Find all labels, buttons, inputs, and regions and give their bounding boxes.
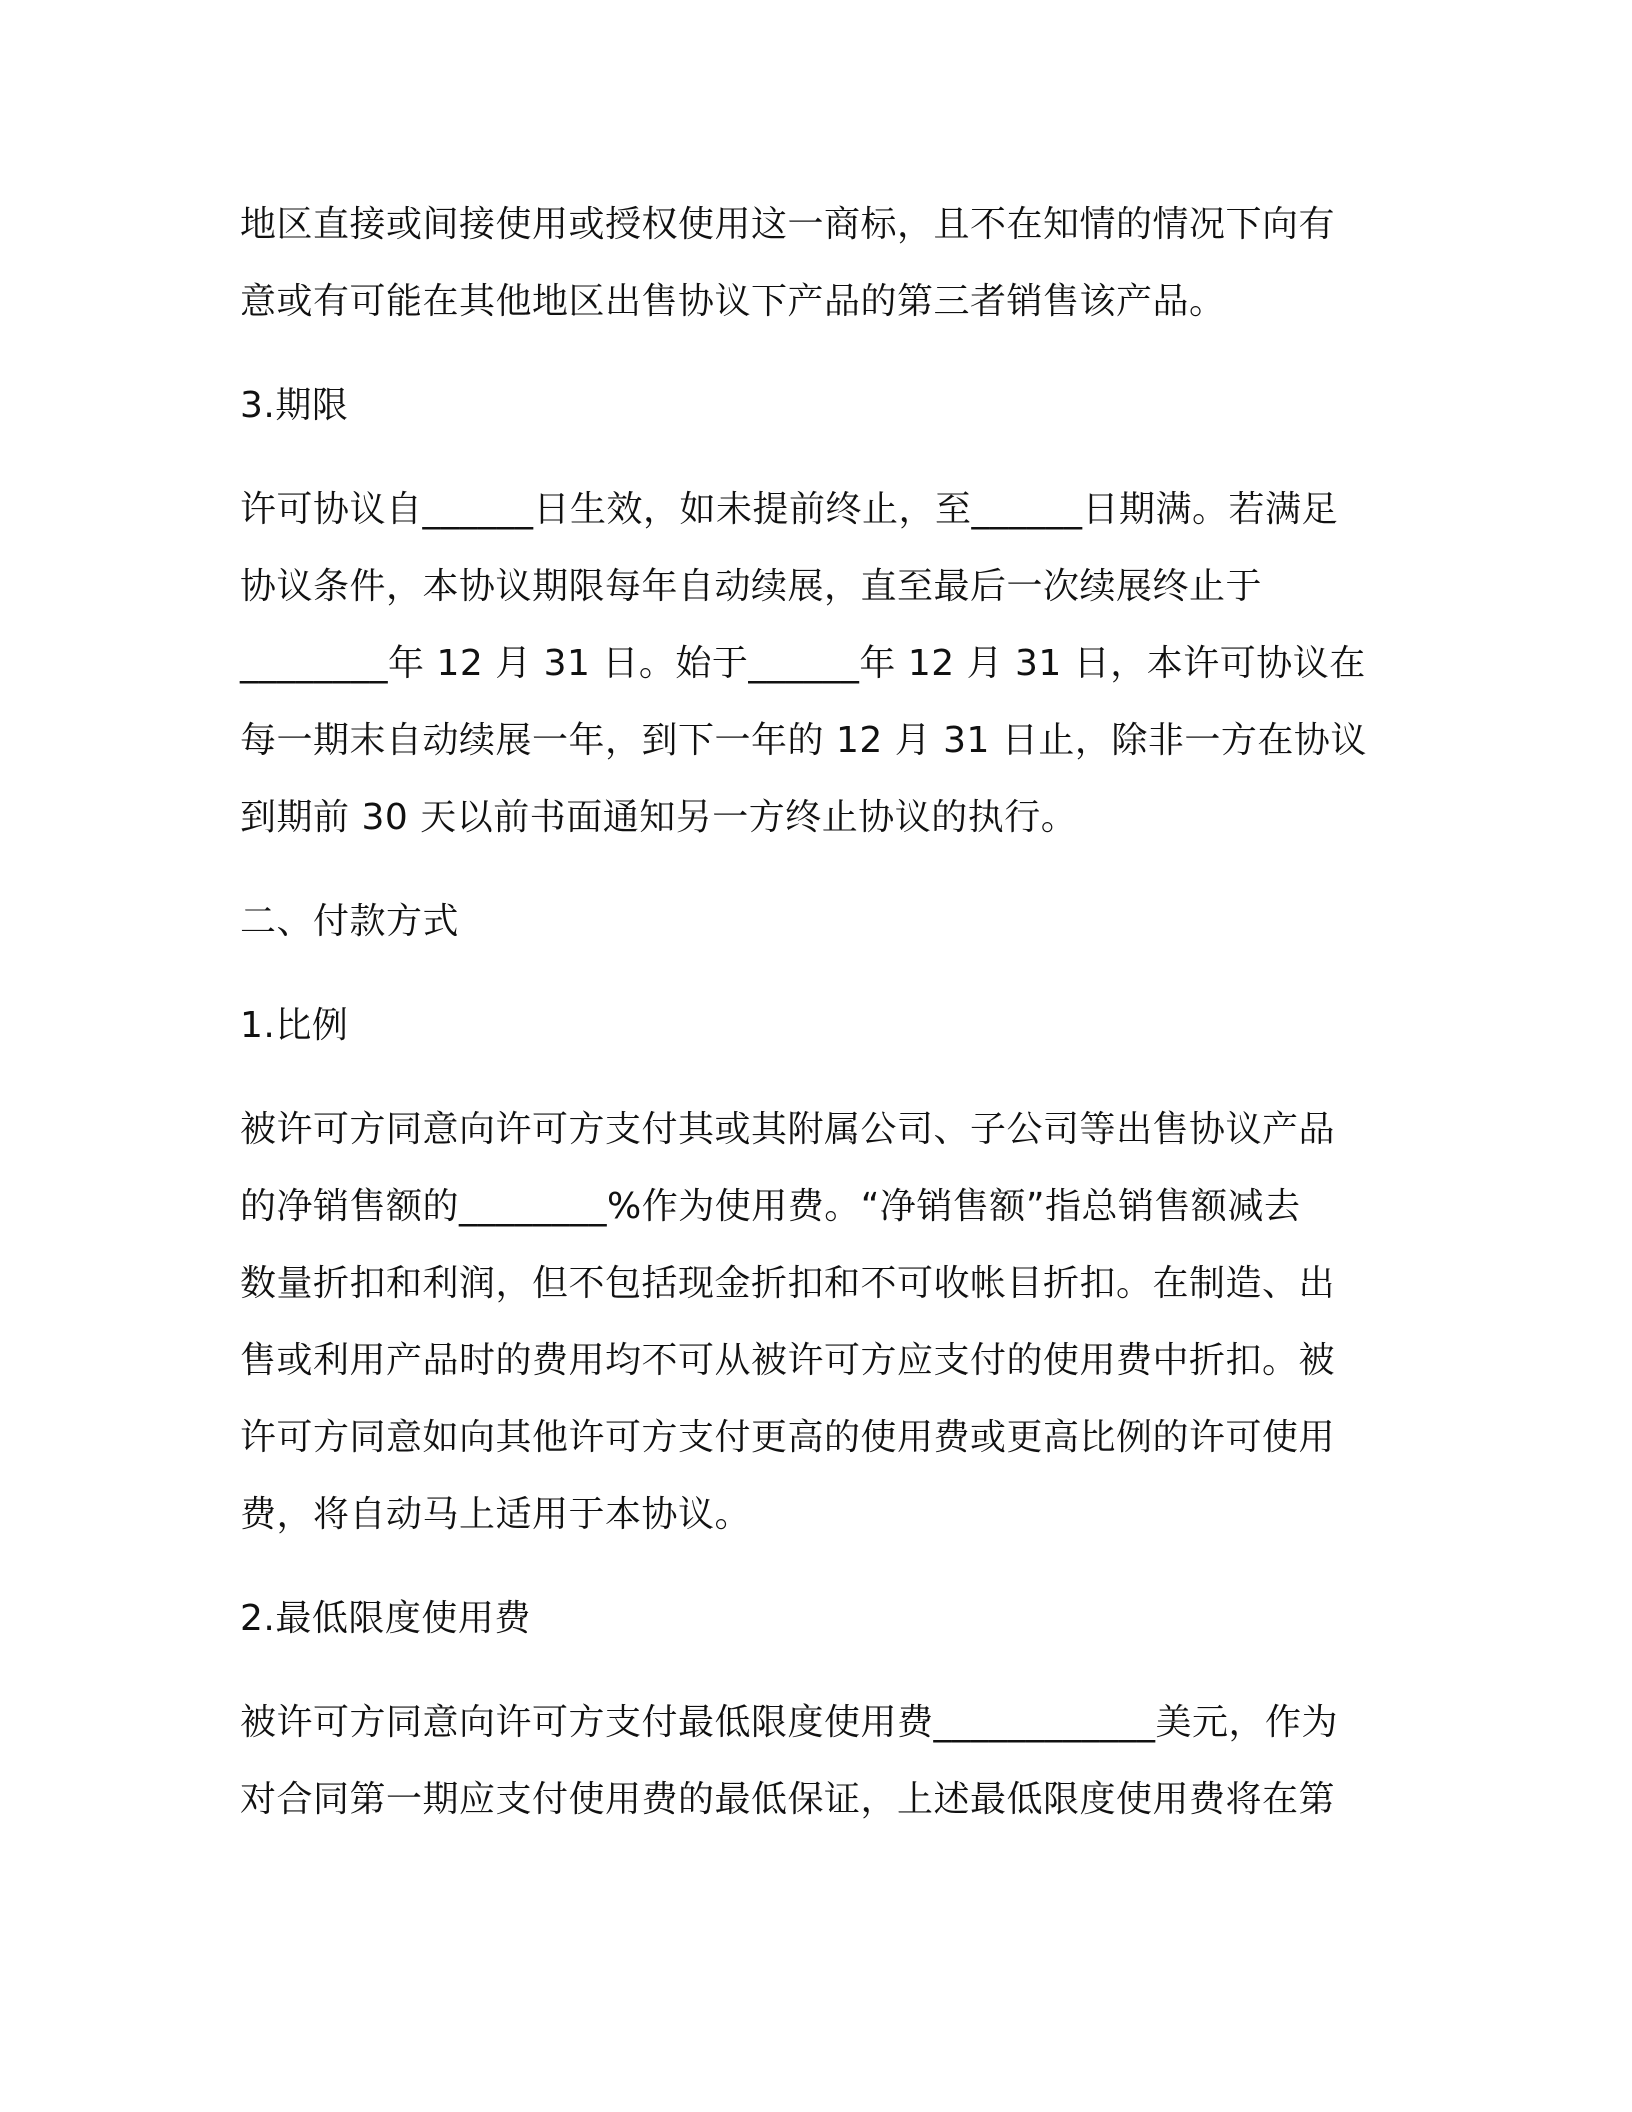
- text-line: 每一期末自动续展一年，到下一年的 12 月 31 日止，除非一方在协议: [240, 720, 1367, 761]
- text-line: 数量折扣和利润，但不包括现金折扣和不可收帐目折扣。在制造、出: [240, 1263, 1336, 1304]
- text-line: 意或有可能在其他地区出售协议下产品的第三者销售该产品。: [240, 281, 1226, 322]
- text-line: 的净销售额的________%作为使用费。“净销售额”指总销售额减去: [240, 1186, 1301, 1227]
- heading-payment-method: [240, 883, 1404, 960]
- text-line: 售或利用产品时的费用均不可从被许可方应支付的使用费中折扣。被: [240, 1340, 1336, 1381]
- section-heading: 1.比例: [240, 1005, 349, 1046]
- paragraph-ratio: [240, 1091, 1404, 1553]
- heading-minimum-fee: [240, 1580, 1404, 1657]
- text-line: ________年 12 月 31 日。始于______年 12 月 31 日，本许可协议在: [240, 643, 1366, 684]
- section-heading: 2.最低限度使用费: [240, 1598, 531, 1639]
- paragraph-territory-continuation: [240, 186, 1404, 340]
- text-line: 许可方同意如向其他许可方支付更高的使用费或更高比例的许可使用: [240, 1417, 1336, 1458]
- paragraph-term: [240, 471, 1404, 856]
- text-line: 地区直接或间接使用或授权使用这一商标，且不在知情的情况下向有: [240, 204, 1336, 245]
- heading-term: [240, 367, 1404, 444]
- document-body: [240, 186, 1404, 1865]
- heading-ratio: [240, 987, 1404, 1064]
- text-line: 协议条件，本协议期限每年自动续展，直至最后一次续展终止于: [240, 566, 1263, 607]
- section-heading: 二、付款方式: [240, 901, 460, 942]
- text-line: 被许可方同意向许可方支付最低限度使用费____________美元，作为: [240, 1702, 1339, 1743]
- text-line: 对合同第一期应支付使用费的最低保证，上述最低限度使用费将在第: [240, 1779, 1336, 1820]
- text-line: 许可协议自______日生效，如未提前终止，至______日期满。若满足: [240, 489, 1339, 530]
- text-line: 费，将自动马上适用于本协议。: [240, 1494, 752, 1535]
- paragraph-minimum-fee: [240, 1684, 1404, 1838]
- text-line: 到期前 30 天以前书面通知另一方终止协议的执行。: [240, 797, 1078, 838]
- text-line: 被许可方同意向许可方支付其或其附属公司、子公司等出售协议产品: [240, 1109, 1336, 1150]
- section-heading: 3.期限: [240, 385, 349, 426]
